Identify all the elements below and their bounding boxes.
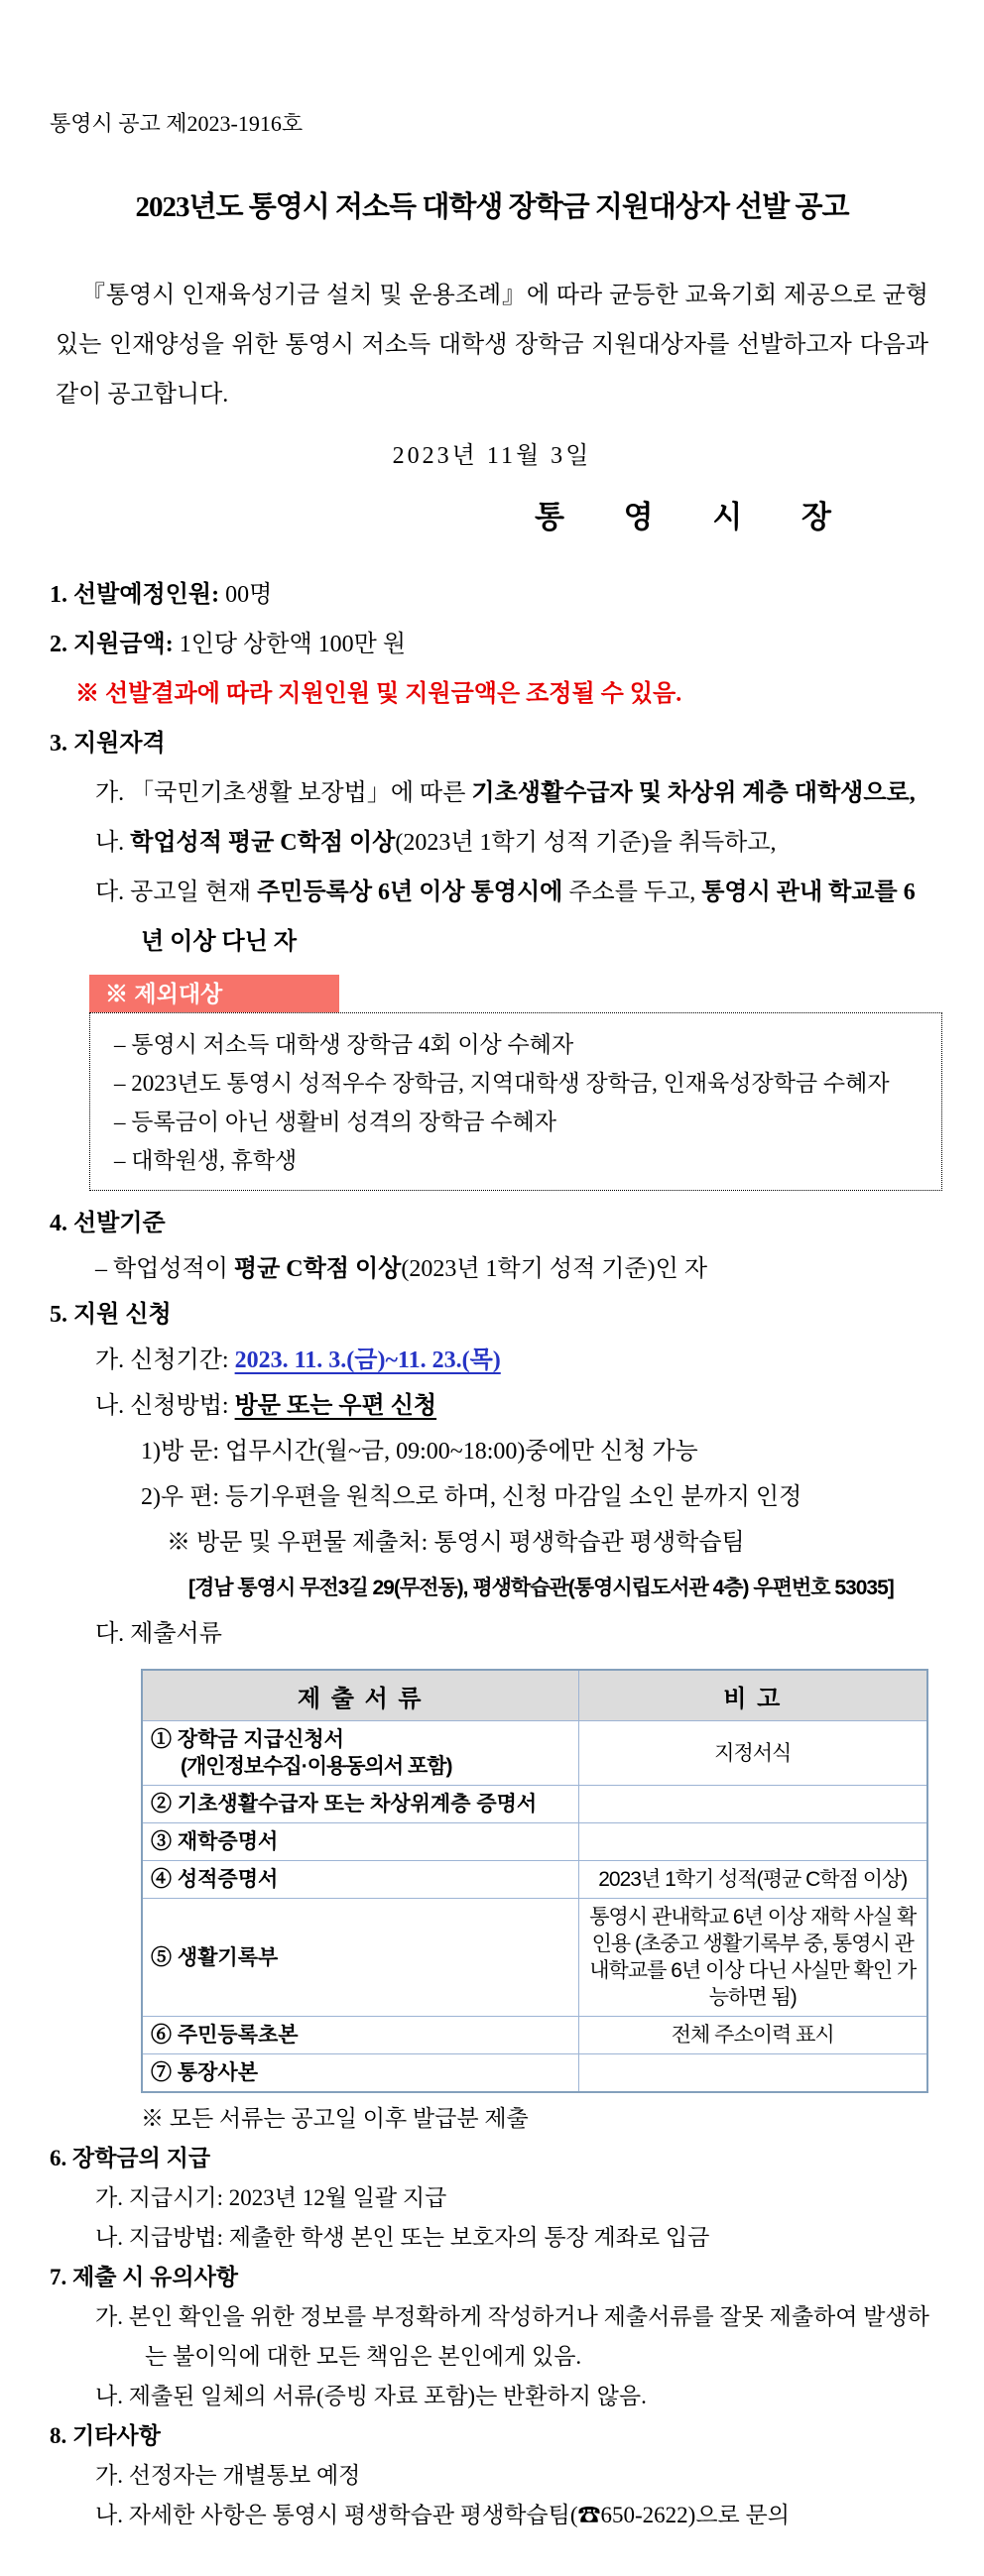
document-name: ⑤ 생활기록부 [142, 1899, 578, 2017]
sections-1-to-3 [50, 570, 934, 967]
document-name-sub: (개인정보수집·이용동의서 포함) [181, 1755, 452, 1778]
document-name: ② 기초생활수급자 또는 차상위계층 증명서 [142, 1786, 578, 1823]
page-title: 2023년도 통영시 저소득 대학생 장학금 지원대상자 선발 공고 [135, 191, 849, 223]
section-2-value: 1인당 상한액 100만 원 [173, 632, 407, 657]
column-header-documents: 제 출 서 류 [142, 1670, 578, 1721]
section-1-label: 1. 선발예정인원: [50, 582, 220, 608]
document-remark [578, 1823, 927, 1861]
table-row [142, 2017, 927, 2054]
document-remark: 통영시 관내학교 6년 이상 재학 사실 확인용 (초중고 생활기록부 중, 통영시 관내학교를 6년 이상 다닌 사실만 확인 가능하면 됨) [578, 1899, 927, 2017]
documents-issue-note: ※ 모든 서류는 공고일 이후 발급분 제출 [141, 2106, 529, 2131]
submission-documents-table [141, 1669, 928, 2093]
eligibility-item-ga: 가. 「국민기초생활 보장법」에 따른 기초생활수급자 및 차상위 계층 대학생으로, [95, 780, 916, 806]
section-5-heading: 5. 지원 신청 [50, 1302, 172, 1328]
document-name: ③ 재학증명서 [142, 1823, 578, 1861]
intro-paragraph: 『통영시 인재육성기금 설치 및 운용조례』에 따라 균등한 교육기회 제공으로 균형 있는 인재양성을 위한 통영시 저소득 대학생 장학금 지원대상자를 선발하고자 다음과 같이 공고합니다. [56, 283, 928, 408]
payment-time-line: 가. 지급시기: 2023년 12월 일괄 지급 [95, 2185, 447, 2210]
mayor-signature: 통 영 시 장 [534, 500, 857, 534]
application-method-line [50, 1383, 934, 1429]
section-2-label: 2. 지원금액: [50, 632, 174, 657]
application-method-value: 방문 또는 우편 신청 [234, 1393, 437, 1419]
document-name: ④ 성적증명서 [142, 1861, 578, 1899]
table-row [142, 1861, 927, 1899]
support-amount-line [50, 620, 934, 669]
exclusion-item: – 2023년도 통영시 성적우수 장학금, 지역대학생 장학금, 인재육성장학금 수혜자 [114, 1071, 890, 1096]
submission-address: [경남 통영시 무전3길 29(무전동), 평생학습관(통영시립도서관 4층) 우편번호 53035] [188, 1577, 894, 1599]
required-documents-label: 다. 제출서류 [95, 1621, 222, 1647]
table-row [142, 1823, 927, 1861]
section-1-value: 00명 [219, 582, 273, 608]
table-header-row [142, 1670, 927, 1721]
section-3-heading: 3. 지원자격 [50, 731, 166, 757]
eligibility-item-da: 다. 공고일 현재 주민등록상 6년 이상 통영시에 주소를 두고, 통영시 관내 학교를 6년 이상 다닌 자 [95, 879, 916, 955]
table-row [142, 1786, 927, 1823]
etc-item-ga: 가. 선정자는 개별통보 예정 [95, 2463, 361, 2488]
section-8-heading: 8. 기타사항 [50, 2423, 161, 2448]
document-remark [578, 2054, 927, 2093]
announcement-date: 2023년 11월 3일 [392, 443, 592, 469]
document-name: ⑥ 주민등록초본 [142, 2017, 578, 2054]
table-row [142, 2054, 927, 2093]
caution-item-ga: 가. 본인 확인을 위한 정보를 부정확하게 작성하거나 제출서류를 잘못 제출하여 발생하는 불이익에 대한 모든 책임은 본인에게 있음. [95, 2304, 929, 2369]
application-method-label: 나. 신청방법: [95, 1393, 235, 1419]
visit-method-line: 1)방 문: 업무시간(월~금, 09:00~18:00)중에만 신청 가능 [141, 1439, 698, 1464]
selection-criteria-item: – 학업성적이 평균 C학점 이상(2023년 1학기 성적 기준)인 자 [95, 1256, 707, 1282]
sections-6-to-8 [50, 2099, 934, 2535]
notice-number: 통영시 공고 제2023-1916호 [50, 111, 304, 136]
document-remark [578, 1786, 927, 1823]
column-header-remarks: 비 고 [578, 1670, 927, 1721]
exclusion-section [89, 975, 942, 1191]
document-remark: 2023년 1학기 성적(평균 C학점 이상) [578, 1861, 927, 1899]
planned-selection-count-line [50, 570, 934, 620]
application-period-value: 2023. 11. 3.(금)~11. 23.(목) [234, 1347, 501, 1373]
adjustment-warning-note: ※ 선발결과에 따라 지원인원 및 지원금액은 조정될 수 있음. [75, 681, 682, 707]
document-remark: 지정서식 [578, 1721, 927, 1786]
section-7-heading: 7. 제출 시 유의사항 [50, 2265, 239, 2289]
payment-method-line: 나. 지급방법: 제출한 학생 본인 또는 보호자의 통장 계좌로 입금 [95, 2225, 710, 2250]
section-4-heading: 4. 선발기준 [50, 1211, 166, 1236]
application-period-line [50, 1338, 934, 1383]
exclusion-badge: ※ 제외대상 [89, 975, 339, 1012]
sections-4-to-5 [50, 1201, 934, 1657]
document-remark: 전체 주소이력 표시 [578, 2017, 927, 2054]
table-row [142, 1899, 927, 2017]
caution-item-na: 나. 제출된 일체의 서류(증빙 자료 포함)는 반환하지 않음. [95, 2384, 647, 2408]
exclusion-item: – 통영시 저소득 대학생 장학금 4회 이상 수혜자 [114, 1032, 574, 1057]
table-row [142, 1721, 927, 1786]
eligibility-item-na: 나. 학업성적 평균 C학점 이상(2023년 1학기 성적 기준)을 취득하고, [95, 830, 777, 856]
etc-item-na: 나. 자세한 사항은 통영시 평생학습관 평생학습팀(☎650-2622)으로 문의 [95, 2503, 790, 2527]
application-period-label: 가. 신청기간: [95, 1347, 235, 1373]
exclusion-item: – 등록금이 아닌 생활비 성격의 장학금 수혜자 [114, 1110, 556, 1134]
submission-place-note: ※ 방문 및 우편물 제출처: 통영시 평생학습관 평생학습팀 [167, 1530, 745, 1556]
exclusion-item: – 대학원생, 휴학생 [114, 1148, 298, 1173]
section-6-heading: 6. 장학금의 지급 [50, 2146, 211, 2170]
mail-method-line: 2)우 편: 등기우편을 원칙으로 하며, 신청 마감일 소인 분까지 인정 [141, 1484, 802, 1510]
document-name: ⑦ 통장사본 [142, 2054, 578, 2093]
document-name: ① 장학금 지급신청서 [151, 1728, 344, 1751]
exclusion-box [89, 1012, 942, 1191]
